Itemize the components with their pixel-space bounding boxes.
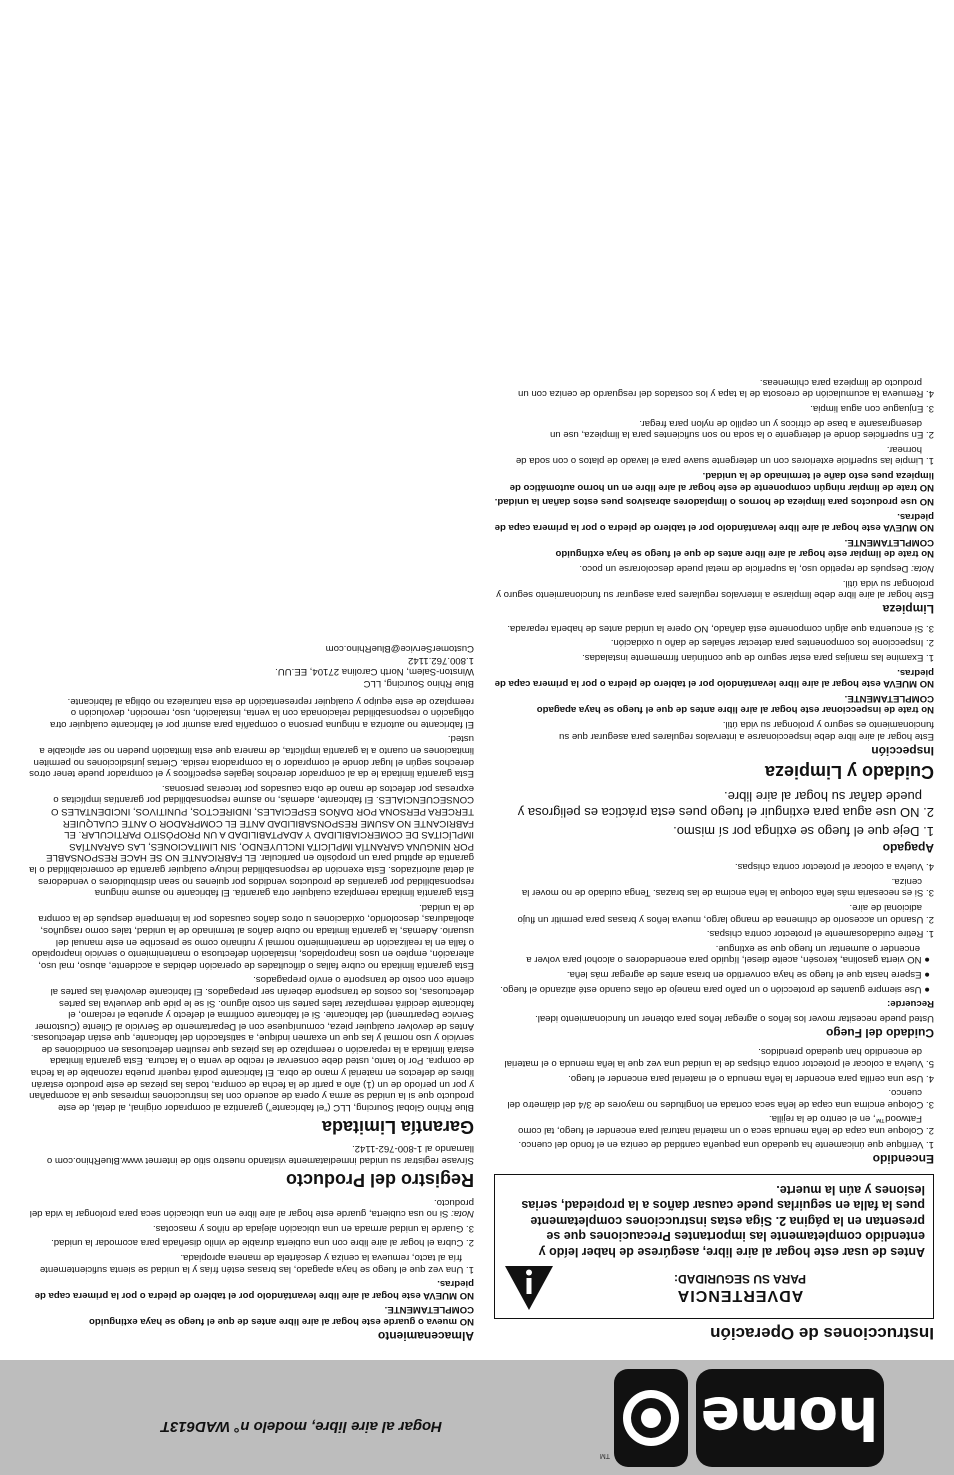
list-item: 3. Guarde la unidad armada en una ubicación alejada de niños y mascotas. xyxy=(152,1222,474,1234)
warning-line: NO MUEVA este hogar al aire libre levantándolo por el tablero de piedra o por la primera capa de piedras. xyxy=(494,510,934,534)
list-item: 1. Verifique que únicamente ha quedado una pequeña cantidad de ceniza en el fondo del cuenco. xyxy=(518,1139,934,1151)
paragraph: Usted puede necesitar mover los leños o agregar leños para obtener un funcionamiento ideal. xyxy=(535,1012,934,1024)
brand-logo xyxy=(599,1369,884,1467)
brand-wordmark: home xyxy=(696,1369,884,1467)
warning-body: Antes de usar este hogar al aire libre, asegúrese de haber leído y entendido completamente las importantes Precauciones que se presentan en la página 2. Siga estas instrucciones completamente pues la falla en seguirlas puede causar daños a la propiedad, serias lesiones y aún la muerte. xyxy=(521,1183,925,1259)
paragraph: Esta garantía limitada reemplaza cualquier otra garantía. El fabricante no asume ninguna responsabilidad por garantías de productos vendidos por quienes no sean distribuidores o vendedores al detal autorizados. Esta exención de responsabilidad incluye cualquier garantía de comerciabilidad o la garantía de aptitud para un propósito en particular. EL FABRICANTE NO SE HACE RESPONSABLE POR NINGUNA GARANTÍA IMPLÍCITA INCLUYENDO, SIN LIMITACIONES, LAS GARANTÍAS IMPLÍCITAS DE COMERCIABILIDAD Y ADAPTABILIDAD A UN PROPÓSITO PARTICULAR. EL FABRICANTE NO ASUME RESPONSABILIDAD ANTE EL COMPRADOR O ANTE CUALQUIER TERCERA PERSONA POR DAÑOS ESPECIALES, INDIRECTOS, PUNITIVOS, INCIDENTALES O CONSECUENCIALES. El fabricante, además, no asume responsabilidad por garantías implícitas o expresas por defectos de mano de obra causados por terceras personas. xyxy=(29,782,474,899)
list-item: 3. Coloque encima una capa de leña seca cortada en longitudes no mayores de 3/4 del diámetro del cuenco. xyxy=(507,1087,934,1110)
list-item: 1. Una vez que el fuego se haya apagado, las brasas estén frías y la unidad se sienta suficientemente fría al tacto, remueva la ceniza y descártela de manera apropiada. xyxy=(39,1252,474,1275)
address-line: Winston-Salem, North Carolina 27104, EE.UU. xyxy=(275,666,474,678)
paragraph: Este hogar al aire libre debe inspeccionarse a intervalos regulares para asegurar que su funcionamiento es seguro y prolongar su vida útil. xyxy=(559,719,934,742)
note: Nota: Después de repetido uso, la superficie de metal puede descolorarse un poco. xyxy=(579,563,934,575)
address-line: Blue Rhino Sourcing, LLC xyxy=(363,678,474,690)
heading-encendido: Encendido xyxy=(872,1152,934,1167)
list-item: 2. Coloque una capa de leña menuda seca o un material natural para encender el fuego, tal como Fatwood™, en el centro de la rejilla. xyxy=(517,1113,934,1136)
warning-line: No trate de inspeccionar este hogar al aire libre antes de que el fuego se haya apagado COMPLETAMENTE. xyxy=(536,692,934,716)
heading-garantia: Garantía Limitada xyxy=(321,1116,474,1137)
bullet-item: ● Use siempre guantes de protección o un paño para manejo de ollas cuando esté atizando el fuego. xyxy=(500,983,930,995)
list-item: 2. Inspeccione los componentes para detectar señales de daño u oxidación. xyxy=(610,637,934,649)
address-line: CustomerService@BlueRhino.com xyxy=(325,643,474,655)
paragraph: Sírvase registrar su unidad inmediatamente visitando nuestro sitio de internet www.BlueRhino.com o llamando al 1-800-762-1142. xyxy=(46,1143,474,1167)
heading-apagado: Apagado xyxy=(882,840,934,855)
paragraph: El fabricante no autoriza a ninguna persona o compañía para asumir por el fabricante cualquier otra obligación o responsabilidad relacionada con la venta, instalación, uso, remoción, devolución o reemplazo de este equipo y cualquier representación de esta naturaleza no obliga al fabricante. xyxy=(50,695,474,730)
list-item: 2. En superficies donde el detergente o la soda no son suficientes para la limpieza, use un desengrasante a base de cítricos y un cepillo de nylon para fregar. xyxy=(550,417,934,441)
trademark-mark: TM xyxy=(599,1452,610,1459)
operation-title: Instrucciones de Operación xyxy=(710,1324,934,1343)
header-bar xyxy=(0,1360,954,1475)
warning-triangle-icon xyxy=(503,1264,555,1312)
paragraph: Esta garantía limitada no cubre fallas o dificultades de operación debidas a accidente, abuso, mal uso, alteración, empleo en usos inapropiados, instalación defectuosa o mantenimiento o servicio inapropiado o falla en la realización de mantenimiento normal y rutinario como se prescribe en este manual del usuario. Además, la garantía limitada no cubre daños al terminado de la unidad, tales como rasguños, abolladuras, descolorido, oxidaciones u otros daños causados por la intemperie después de la compra de la unidad. xyxy=(31,901,474,971)
paragraph: Esta garantía limitada le da al comprador derechos legales específicos y el comprador puede tener otros derechos según el lugar donde el comprador o la compradora resida. Ciertas jurisdicciones no permiten limitaciones en cuanto a la garantía implícita, de manera que esta limitación pueden no ser aplicable a usted. xyxy=(29,733,474,780)
list-item: 4. Vuelva a colocar el protector contra chispas. xyxy=(734,861,934,873)
heading-cuidado-fuego: Cuidado del Fuego xyxy=(826,1025,934,1040)
note: Nota: Si no usa cubierta, guarde este hogar al aire libre en una ubicación seca para prolongar la vida del producto. xyxy=(29,1196,474,1220)
list-item: 4. Use una cerilla para encender la leña menuda o el material para encender el fuego. xyxy=(568,1072,934,1084)
warning-line: NO trate de limpiar ningún componente de este hogar al aire libre en un horno automático de limpieza pues esto dañe el terminado de la unidad. xyxy=(509,469,934,493)
bullet-item: ● NO vierta gasolina, kerosén, aceite diesel, líquido para encendedores o alcohol para volver a encender o aumentar un fuego que se extingue. xyxy=(526,942,930,966)
list-item: 5. Vuelva a colocar el protector contra chispas de la unidad una vez que la leña menuda o el material de encendido han quedado prendidos. xyxy=(504,1046,934,1069)
company-address xyxy=(29,643,474,689)
recuerde-label: Recuerde: xyxy=(887,998,934,1010)
heading-limpieza: Limpieza xyxy=(882,602,934,617)
list-item: 1. Deje que el fuego se extinga por sí mismo. xyxy=(673,823,934,839)
info-column xyxy=(29,643,474,1343)
warning-title: ADVERTENCIA xyxy=(676,1287,804,1304)
warning-line: NO MUEVA este hogar al aire libre levantándolo por el tablero de piedra o por la primera capa de piedras. xyxy=(494,666,934,690)
list-item: 1. Retire cuidadosamente el protector contra chispas. xyxy=(706,928,934,940)
list-item: 2. Usando un accesorio de chimenea de mango largo, mueva leños y brasas para permitir un flujo adicional de aire. xyxy=(517,902,934,925)
heading-registro: Registro del Producto xyxy=(285,1170,474,1191)
list-item: 2. Cubra el hogar al aire libre con una cubierta durable de vinilo diseñada para acomodar la unidad. xyxy=(51,1237,474,1249)
list-item: 3. Si es necesaria más leña coloque la leña encima de las brazas. Tenga cuidado de no mover la ceniza. xyxy=(521,875,934,899)
list-item: 2. NO use agua para extinguir el fuego pues esta práctica es peligrosa y puede dañar su hogar al aire libre. xyxy=(517,788,934,820)
address-line: 1.800.762.1142 xyxy=(408,654,474,666)
bullet-item: ● Espere hasta que el fuego se haya convertido en brasa antes de agregar más leña. xyxy=(566,968,930,980)
list-item: 3. Enjuague con agua limpia. xyxy=(810,402,934,414)
paragraph: Este hogar al aire libre debe limpiarse a intervalos regulares para asegurar su funcionamiento seguro y prolongar su vida útil. xyxy=(496,577,934,601)
list-item: 4. Remueva la acumulación de creosota de la tapa y los costados del resguardo de ceniza con un producto de limpieza para chimeneas. xyxy=(518,376,934,400)
list-item: 3. Si encuentra que algún componente está dañado, NO opere la unidad antes de haberla reparada. xyxy=(507,622,934,634)
warning-line: NO MUEVA este hogar al aire libre levantándolo por el tablero de piedra o por la primera capa de piedras. xyxy=(34,1278,474,1301)
target-logo-icon xyxy=(614,1369,688,1467)
heading-cuidado-limpieza: Cuidado y Limpieza xyxy=(764,761,934,782)
warning-line: NO use productos para limpieza de hornos o limpiadores abrasivos pues estos dañan la unidad. xyxy=(494,496,934,508)
warning-line: No trate de limpiar este hogar al aire libre antes de que el fuego se haya extinguido COMPLETAMENTE. xyxy=(555,536,934,560)
heading-inspeccion: Inspección xyxy=(871,743,934,758)
list-item: 1. Limpie las superficie exteriores con un detergente suave para el lavado de platos o con soda de hornear. xyxy=(515,443,934,467)
warning-box xyxy=(494,1175,934,1320)
model-title: Hogar al aire libre, modelo n° WAD613T xyxy=(160,1418,442,1435)
warning-subtitle: PARA SU SEGURIDAD: xyxy=(674,1272,807,1286)
paragraph: Blue Rhino Global Sourcing, LLC (“el fabricante”) garantiza al comprador original, al detal, de este producto que si la unidad se arma y opera de acuerdo con las instrucciones impresas que la acompañan y por un período de un (1) año a partir de la fecha de compra, todas las piezas de este producto estarán libres de defectos en material y mano de obra. El fabricante podrá requerir prueba razonable de la fecha de compra. Por lo tanto, usted debe conservar el recibo de venta o la factura. Esta garantía limitada estará limitada a la reparación o reemplazo de las piezas que resulten defectuosas en condiciones de servicio y uso normal y las que un examen indique, a satisfacción del fabricante, que están defectuosas. Antes de devolver cualquier pieza, comuníquese con el Departamento de Servicio al Cliente (Customer Service Department) del fabricante. Si el fabricante confirma el defecto y aprueba el reclamo, el fabricante decidirá reemplazar tales partes sin costo alguno. Si se le pide que devuelva las partes defectuosas, los costos de transporte deberán ser prepagados. El fabricante devolverá las partes al cliente con costo de transporte o envío prepagados. xyxy=(29,974,474,1113)
list-item: 1. Examine las manijas para estar seguro de que continúan firmemente instaladas. xyxy=(582,652,934,664)
heading-almacenamiento: Almacenamiento xyxy=(377,1329,474,1343)
warning-line: NO mueva o guarde este hogar al aire libre antes de que el fuego se haya extinguido COMPLETAMENTE. xyxy=(89,1304,474,1327)
operation-column xyxy=(494,373,934,1343)
